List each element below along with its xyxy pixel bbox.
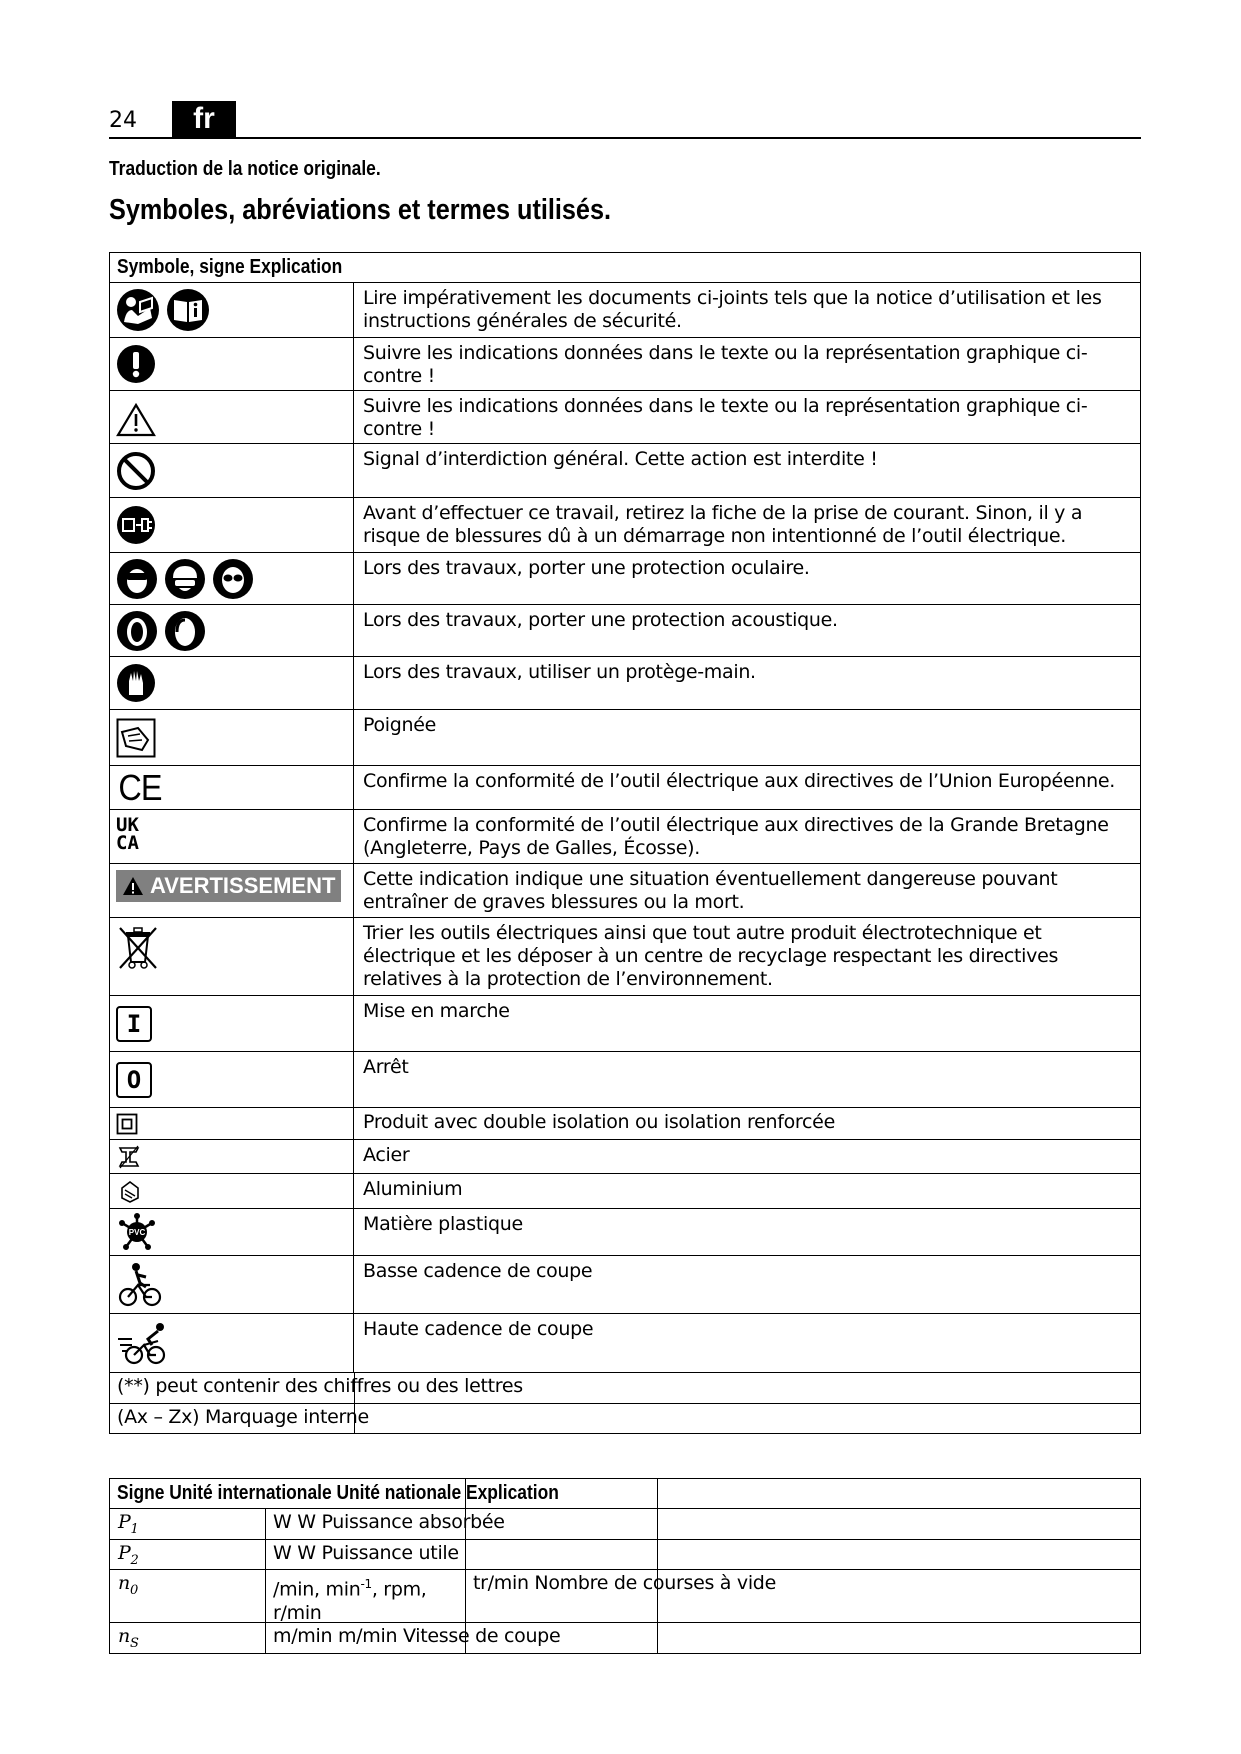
power-on-glyph: I [126,1009,142,1038]
document-subtitle: Traduction de la notice originale. [109,158,381,180]
unplug-icon [116,505,156,545]
row-explanation: Mise en marche [363,1000,510,1022]
table-row [110,1173,1140,1208]
row-explanation: Lors des travaux, utiliser un protège-main. [363,661,756,683]
units-table [109,1478,1141,1654]
units-header-row [110,1479,1140,1508]
row-explanation: Lire impérativement les documents ci-joints tels que la notice d’utilisation et les instructions générales de sécurité. [363,287,1102,332]
unit-sign: $P_2$ [118,1542,139,1568]
row-explanation: Suivre les indications données dans le texte ou la représentation graphique ci-contre ! [363,342,1088,387]
unit-cells: m/min m/min Vitesse de coupe [273,1625,561,1647]
unit-national-explanation: tr/min Nombre de courses à vide [473,1572,776,1594]
slow-cyclist-icon [116,1261,164,1309]
footnote-row [110,1403,1140,1433]
row-explanation: Arrêt [363,1056,409,1078]
double-insulation-icon [116,1113,138,1135]
aluminium-material-icon [116,1178,142,1204]
footnote-text: (Ax – Zx) Marquage interne [117,1406,369,1428]
ukca-line-uk: UK [116,814,139,836]
handle-icon [116,718,156,758]
table-row [110,1051,1140,1107]
row-explanation: Acier [363,1144,410,1166]
row-explanation: Trier les outils électriques ainsi que tout autre produit électrotechnique et électrique et les déposer à un centre de recyclage respectant les directives relatives à la protection de l’environnement. [363,922,1059,990]
table-row [110,1255,1140,1313]
row-explanation: Aluminium [363,1178,463,1200]
page-number: 24 [109,108,137,133]
header-rule [109,137,1141,139]
table-row [110,390,1140,443]
prohibition-icon [116,451,156,491]
table-row [110,709,1140,765]
face-shield-icon [116,558,158,600]
row-explanation: Poignée [363,714,437,736]
table-row [110,337,1140,390]
row-explanation: Suivre les indications données dans le texte ou la représentation graphique ci-contre ! [363,395,1088,440]
table-row [110,995,1140,1051]
power-off-icon [116,1062,152,1098]
table-row [110,809,1140,863]
mandatory-exclamation-icon [116,344,156,384]
table-row [110,1622,1140,1653]
row-explanation: Confirme la conformité de l’outil électrique aux directives de l’Union Européenne. [363,770,1115,792]
steel-material-icon [116,1144,142,1170]
read-manual-icon [116,288,160,332]
table-row [110,1569,1140,1625]
page-title: Symboles, abréviations et termes utilisés. [109,194,612,226]
language-tab: fr [172,101,236,137]
gloves-icon [116,663,156,703]
unit-international: /min, $\min^{-1}$, rpm, r/min [273,1577,427,1625]
row-explanation: Cette indication indique une situation éventuellement dangereuse pouvant entraîner de graves blessures ou la mort. [363,868,1058,913]
unit-sign: $n_0$ [118,1572,138,1598]
row-explanation: Haute cadence de coupe [363,1318,594,1340]
warning-triangle-icon [116,403,156,437]
safety-goggles-icon [212,558,254,600]
pvc-label: PVC [128,1228,146,1237]
power-off-glyph: O [126,1065,142,1094]
table-row [110,1539,1140,1569]
table-row [110,282,1140,337]
book-info-icon [166,288,210,332]
footnote-text: (**) peut contenir des chiffres ou des lettres [117,1375,523,1397]
units-table-header: Signe Unité internationale Unité nationale Explication [117,1482,559,1504]
symbols-table [109,252,1141,1434]
row-explanation: Lors des travaux, porter une protection oculaire. [363,557,810,579]
table-row [110,604,1140,656]
table-row [110,552,1140,604]
footnote-row [110,1372,1140,1403]
row-explanation: Avant d’effectuer ce travail, retirez la fiche de la prise de courant. Sinon, il y a risque de blessures dû à un démarrage non intentionné de l’outil électrique. [363,502,1083,547]
table-row [110,443,1140,497]
unit-sign: $n_S$ [118,1625,139,1651]
table-row [110,1508,1140,1539]
warning-label-icon [116,870,341,902]
ear-muffs-icon [116,610,158,652]
table-row [110,863,1140,917]
ear-protection-icon [164,610,206,652]
helmet-visor-icon [164,558,206,600]
unit-cells: W W Puissance absorbée [273,1511,505,1533]
table-row [110,765,1140,809]
table-row [110,1107,1140,1139]
unit-sign: $P_1$ [118,1511,139,1537]
plastic-pvc-icon [116,1213,158,1251]
table-row [110,1139,1140,1173]
power-on-icon [116,1006,152,1042]
symbols-table-header: Symbole, signe Explication [117,256,343,278]
ukca-line-ca: CA [116,832,139,854]
row-explanation: Lors des travaux, porter une protection acoustique. [363,609,838,631]
warning-label-text: AVERTISSEMENT [150,873,336,898]
table-row [110,1208,1140,1255]
table-header-row [110,253,1140,282]
table-row [110,497,1140,552]
ukca-mark-icon [116,816,139,852]
table-row [110,1313,1140,1372]
row-explanation: Signal d’interdiction général. Cette action est interdite ! [363,448,878,470]
warning-triangle-small-icon [122,876,144,896]
row-explanation: Confirme la conformité de l’outil électrique aux directives de la Grande Bretagne (Angleterre, Pays de Galles, Écosse). [363,814,1109,859]
table-row [110,917,1140,995]
fast-cyclist-icon [116,1319,172,1367]
row-explanation: Matière plastique [363,1213,523,1235]
ce-mark-icon: CE [118,766,162,808]
row-explanation: Basse cadence de coupe [363,1260,593,1282]
table-row [110,656,1140,709]
weee-bin-icon [116,924,160,970]
unit-cells: W W Puissance utile [273,1542,459,1564]
row-explanation: Produit avec double isolation ou isolation renforcée [363,1111,835,1133]
